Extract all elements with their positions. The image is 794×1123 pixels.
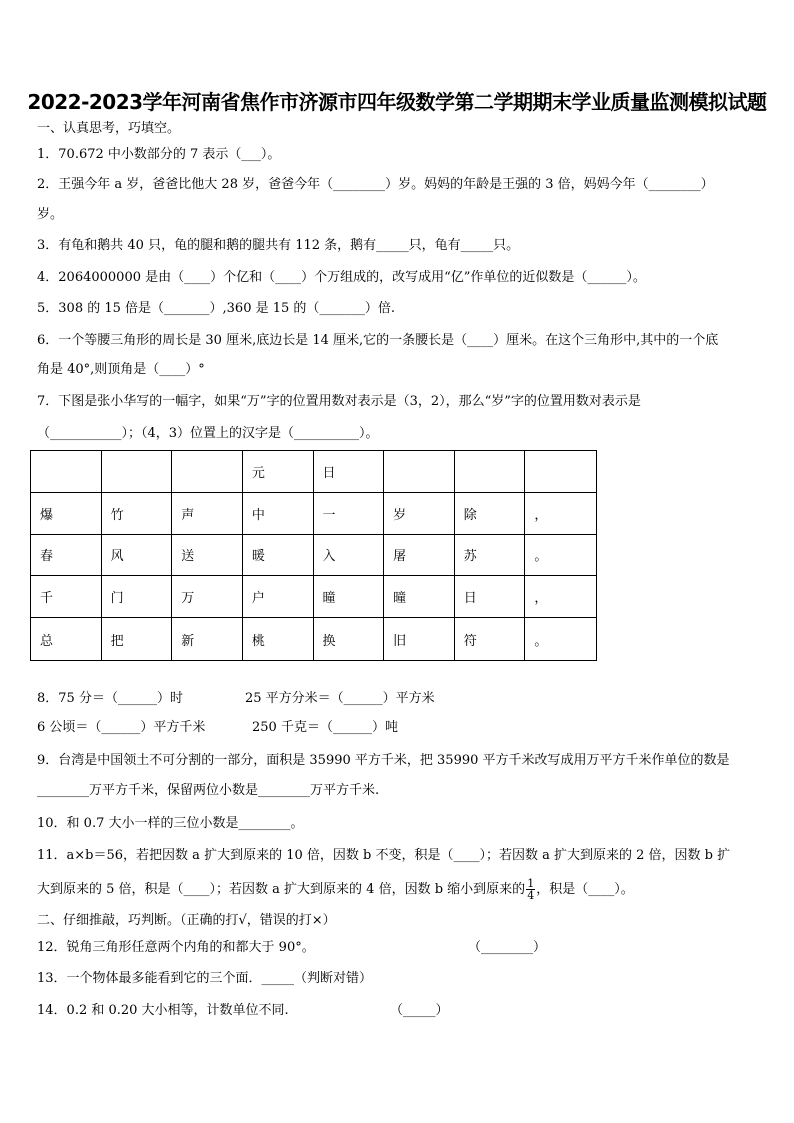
- question-13: 13．一个物体最多能看到它的三个面．_____（判断对错）: [37, 971, 373, 986]
- grid-cell: 元: [243, 451, 314, 493]
- question-8-part-3: 6 公顷＝（______）平方千米: [37, 720, 206, 735]
- grid-cell: [525, 451, 596, 493]
- grid-cell: 符: [455, 618, 526, 660]
- fraction-one-quarter: [526, 878, 535, 901]
- grid-cell: 中: [243, 493, 314, 535]
- grid-cell: 风: [102, 535, 173, 577]
- grid-cell: 竹: [102, 493, 173, 535]
- grid-cell: 曈: [384, 576, 455, 618]
- question-9: 9．台湾是中国领土不可分割的一部分，面积是 35990 平方千米，把 35990 平方千米改写成用万平方千米作单位的数是: [37, 753, 730, 768]
- grid-cell: 。: [525, 535, 596, 577]
- fraction-denominator: 4: [527, 889, 535, 902]
- question-4: 4．2064000000 是由（____）个亿和（____）个万组成的，改写成用“亿”作单位的近似数是（______）。: [37, 270, 646, 285]
- grid-cell: 爆: [31, 493, 102, 535]
- section-heading-judge: 二、仔细推敲，巧判断。（正确的打√，错误的打×）: [37, 913, 336, 928]
- question-1: 1．70.672 中小数部分的 7 表示（___）。: [37, 147, 281, 162]
- grid-cell: 曈: [314, 576, 385, 618]
- grid-cell: 桃: [243, 618, 314, 660]
- question-11-text-end: ，积是（____）。: [536, 882, 634, 897]
- question-14: 14．0.2 和 0.20 大小相等，计数单位不同.: [37, 1003, 289, 1018]
- grid-cell: 。: [534, 633, 548, 649]
- grid-cell: 换: [314, 618, 385, 660]
- question-11: 11．a×b＝56，若把因数 a 扩大到原来的 10 倍，因数 b 不变，积是（____）；若因数 a 扩大到原来的 2 倍，因数 b 扩: [37, 848, 731, 863]
- grid-cell: 新: [172, 618, 243, 660]
- grid-cell: 除: [455, 493, 526, 535]
- grid-cell: 日: [314, 451, 385, 493]
- question-10: 10．和 0.7 大小一样的三位小数是________。: [37, 816, 304, 831]
- question-7: 7．下图是张小华写的一幅字，如果“万”字的位置用数对表示是（3，2），那么“岁”字的位置用数对表示是: [37, 394, 641, 409]
- grid-cell: 入: [314, 535, 385, 577]
- question-11-text: 大到原来的 5 倍，积是（____）；若因数 a 扩大到原来的 4 倍，因数 b 缩小到原来的: [37, 882, 526, 897]
- question-8-part-2: 25 平方分米＝（______）平方米: [245, 691, 435, 706]
- grid-cell: [31, 451, 102, 493]
- section-heading-fill-in: 一、认真思考，巧填空。: [37, 121, 181, 136]
- question-6: 6．一个等腰三角形的周长是 30 厘米,底边长是 14 厘米,它的一条腰长是（____）厘米。在这个三角形中,其中的一个底: [37, 333, 719, 348]
- question-14-answer-blank: （_____）: [390, 1003, 449, 1018]
- question-5: 5．308 的 15 倍是（_______）,360 是 15 的（_______）倍.: [37, 301, 396, 316]
- question-8-part-4: 250 千克＝（______）吨: [252, 720, 398, 735]
- grid-cell: 把: [102, 618, 173, 660]
- page-title: 2022-2023学年河南省焦作市济源市四年级数学第二学期期末学业质量监测模拟试题: [27, 90, 767, 114]
- grid-cell: [455, 451, 526, 493]
- grid-cell: 总: [31, 618, 102, 660]
- grid-cell: 声: [172, 493, 243, 535]
- grid-cell: ，: [525, 576, 596, 618]
- question-9-continued: ________万平方千米，保留两位小数是________万平方千米.: [37, 783, 380, 798]
- grid-cell: 日: [455, 576, 526, 618]
- grid-cell: 千: [31, 576, 102, 618]
- grid-cell: 苏: [455, 535, 526, 577]
- grid-cell: 一: [314, 493, 385, 535]
- grid-cell: 万: [172, 576, 243, 618]
- grid-cell: 暖: [243, 535, 314, 577]
- question-3: 3．有龟和鹅共 40 只，龟的腿和鹅的腿共有 112 条，鹅有_____只，龟有_____只。: [37, 238, 520, 253]
- grid-cell: 送: [172, 535, 243, 577]
- question-12-answer-blank: （________）: [468, 940, 547, 955]
- question-11-continued: [37, 878, 634, 901]
- grid-cell: [172, 451, 243, 493]
- question-6-continued: 角是 40°,则顶角是（____）°: [37, 362, 205, 377]
- question-2: 2．王强今年 a 岁，爸爸比他大 28 岁，爸爸今年（________）岁。妈妈的年龄是王强的 3 倍，妈妈今年（________）: [37, 177, 714, 192]
- grid-cell: 门: [102, 576, 173, 618]
- grid-cell: 岁: [384, 493, 455, 535]
- question-12: 12．锐角三角形任意两个内角的和都大于 90°。: [37, 940, 315, 955]
- grid-cell: [102, 451, 173, 493]
- grid-cell: 旧: [384, 618, 455, 660]
- grid-cell: [384, 451, 455, 493]
- grid-cell: 春: [31, 535, 102, 577]
- grid-cell: ，: [525, 493, 596, 535]
- grid-cell: 屠: [384, 535, 455, 577]
- question-8-part-1: 8．75 分＝（______）时: [37, 691, 183, 706]
- fraction-numerator: 1: [527, 877, 535, 890]
- grid-cell: 户: [243, 576, 314, 618]
- question-2-continued: 岁。: [37, 207, 64, 222]
- character-grid-table: [30, 450, 597, 661]
- question-7-continued: （___________）；（4，3）位置上的汉字是（__________）。: [37, 426, 379, 441]
